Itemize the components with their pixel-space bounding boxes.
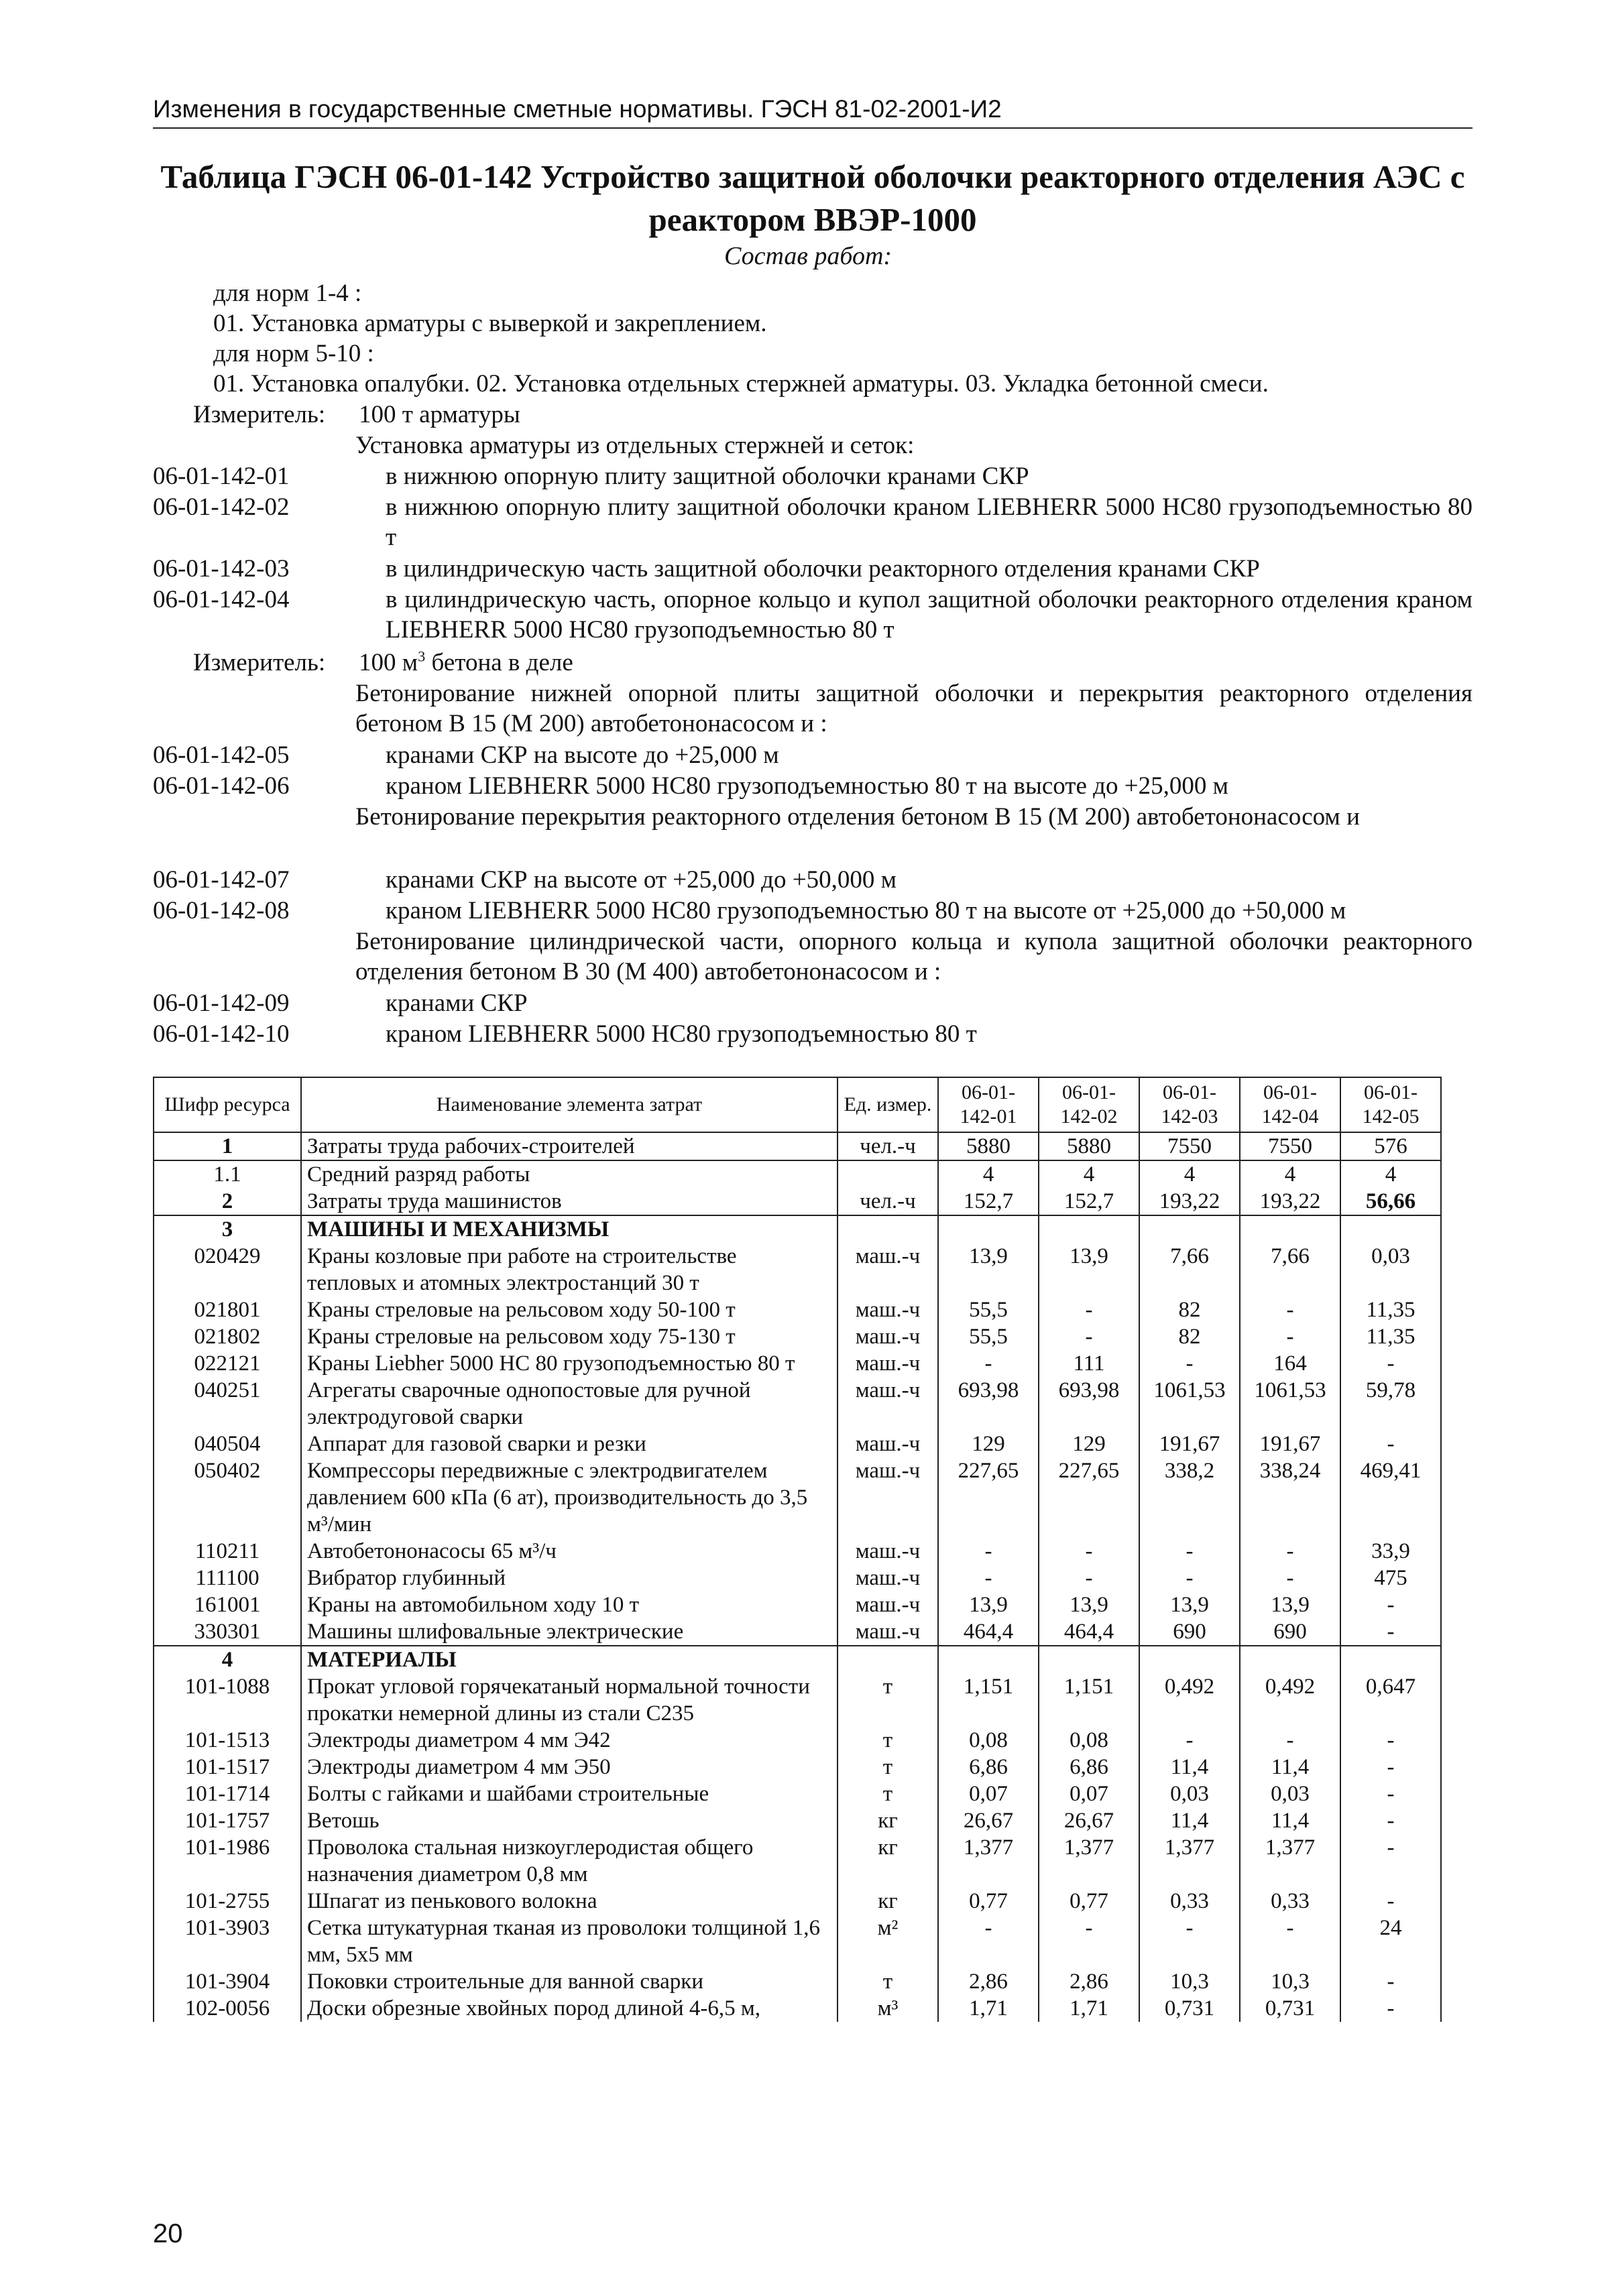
cell-name: Краны стреловые на рельсовом ходу 50-100 т	[301, 1296, 838, 1323]
cell-norm-1: -	[938, 1350, 1039, 1377]
cell-code: 022121	[154, 1350, 301, 1377]
cell-norm-3: 4	[1139, 1160, 1240, 1188]
table-row	[154, 1296, 1441, 1323]
header-divider	[153, 127, 1473, 129]
page-number: 20	[153, 2219, 183, 2248]
cell-name: Компрессоры передвижные с электродвигателем давлением 600 кПа (6 ат), производительность до 3,5 м³/мин	[301, 1457, 838, 1538]
cell-code: 2	[154, 1188, 301, 1215]
cell-unit: маш.-ч	[838, 1591, 938, 1618]
cell-code: 101-1714	[154, 1780, 301, 1807]
cell-name: Автобетононасосы 65 м³/ч	[301, 1538, 838, 1565]
cell-norm-1: 55,5	[938, 1323, 1039, 1350]
cell-norm-3: 193,22	[1139, 1188, 1240, 1215]
cell-norm-4: 7,66	[1240, 1243, 1340, 1296]
cell-unit: м²	[838, 1915, 938, 1968]
norms-1-4-label: для норм 1-4 :	[213, 280, 362, 307]
cell-unit: чел.-ч	[838, 1132, 938, 1160]
cell-norm-1: 6,86	[938, 1754, 1039, 1780]
table-body	[154, 1132, 1441, 2022]
cell-name: Проволока стальная низкоуглеродистая общего назначения диаметром 0,8 мм	[301, 1834, 838, 1888]
cell-code: 021802	[154, 1323, 301, 1350]
cell-norm-4: 0,731	[1240, 1995, 1340, 2022]
cell-norm-2: -	[1039, 1296, 1139, 1323]
cell-norm-1: -	[938, 1915, 1039, 1968]
cell-norm-1: -	[938, 1565, 1039, 1591]
cell-norm-4: 191,67	[1240, 1431, 1340, 1457]
cell-norm-5: -	[1340, 1431, 1441, 1457]
cell-code: 102-0056	[154, 1995, 301, 2022]
cell-code: 101-2755	[154, 1888, 301, 1915]
cell-norm-2: -	[1039, 1915, 1139, 1968]
cell-norm-3: 82	[1139, 1323, 1240, 1350]
cell-name: Аппарат для газовой сварки и резки	[301, 1431, 838, 1457]
resource-table	[153, 1077, 1442, 2022]
norm-description: краном LIEBHERR 5000 HC80 грузоподъемностью 80 т на высоте от +25,000 до +50,000 м	[386, 897, 1346, 924]
cell-unit: маш.-ч	[838, 1323, 938, 1350]
cell-unit: т	[838, 1968, 938, 1995]
cell-unit: маш.-ч	[838, 1377, 938, 1431]
cell-norm-2: 5880	[1039, 1132, 1139, 1160]
cell-code: 101-1757	[154, 1807, 301, 1834]
cell-name: Затраты труда рабочих-строителей	[301, 1132, 838, 1160]
cell-name: МАТЕРИАЛЫ	[301, 1646, 838, 1673]
cell-norm-3: 10,3	[1139, 1968, 1240, 1995]
cell-unit: м³	[838, 1995, 938, 2022]
cell-norm-3: -	[1139, 1915, 1240, 1968]
cell-unit: маш.-ч	[838, 1296, 938, 1323]
header-norm-3: 06-01-142-03	[1139, 1077, 1240, 1132]
cell-norm-5: -	[1340, 1591, 1441, 1618]
table-header-row	[154, 1077, 1441, 1132]
cell-name: Агрегаты сварочные однопостовые для ручной электродуговой сварки	[301, 1377, 838, 1431]
norm-description: в цилиндрическую часть защитной оболочки реакторного отделения кранами СКР	[386, 555, 1260, 583]
cell-norm-2: -	[1039, 1538, 1139, 1565]
cell-norm-5: -	[1340, 1350, 1441, 1377]
cell-norm-5: -	[1340, 1888, 1441, 1915]
cell-name: Краны Liebher 5000 HC 80 грузоподъемностью 80 т	[301, 1350, 838, 1377]
cell-norm-4: 164	[1240, 1350, 1340, 1377]
cell-norm-3: 0,33	[1139, 1888, 1240, 1915]
cell-name: Краны на автомобильном ходу 10 т	[301, 1591, 838, 1618]
cell-norm-2: 2,86	[1039, 1968, 1139, 1995]
cell-norm-2: -	[1039, 1565, 1139, 1591]
cell-norm-3: 0,492	[1139, 1673, 1240, 1727]
cell-code: 3	[154, 1215, 301, 1243]
cell-norm-4: -	[1240, 1296, 1340, 1323]
work-composition-heading: Состав работ:	[724, 242, 892, 270]
cell-norm-4: 0,03	[1240, 1780, 1340, 1807]
cell-norm-5: 4	[1340, 1160, 1441, 1188]
cell-norm-5: -	[1340, 1754, 1441, 1780]
norm-description: в нижнюю опорную плиту защитной оболочки кранами СКР	[386, 463, 1029, 490]
cell-norm-4: 0,492	[1240, 1673, 1340, 1727]
norm-description: кранами СКР	[386, 989, 528, 1017]
cell-name: Электроды диаметром 4 мм Э42	[301, 1727, 838, 1754]
table-row	[154, 1243, 1441, 1296]
table-row	[154, 1834, 1441, 1888]
cell-norm-1: 0,77	[938, 1888, 1039, 1915]
table-row	[154, 1968, 1441, 1995]
cell-norm-3: 191,67	[1139, 1431, 1240, 1457]
cell-norm-3: 0,731	[1139, 1995, 1240, 2022]
group-2-heading: Бетонирование нижней опорной плиты защитной оболочки и перекрытия реакторного отделения бетоном В 15 (М 200) автобетононасосом и :	[355, 680, 1473, 737]
cell-norm-1: 13,9	[938, 1243, 1039, 1296]
cell-code: 101-1513	[154, 1727, 301, 1754]
cell-norm-3: -	[1139, 1727, 1240, 1754]
norm-code: 06-01-142-07	[153, 866, 290, 894]
norm-code: 06-01-142-04	[153, 586, 290, 613]
cell-norm-4: 690	[1240, 1618, 1340, 1646]
meter-1-value: 100 т арматуры	[359, 401, 520, 428]
cell-norm-1: 5880	[938, 1132, 1039, 1160]
cell-norm-5: -	[1340, 1618, 1441, 1646]
table-row	[154, 1646, 1441, 1673]
cell-norm-2: 693,98	[1039, 1377, 1139, 1431]
cell-norm-1: -	[938, 1538, 1039, 1565]
cell-norm-1: 1,71	[938, 1995, 1039, 2022]
table-row	[154, 1673, 1441, 1727]
table-row	[154, 1591, 1441, 1618]
cell-norm-5: 24	[1340, 1915, 1441, 1968]
cell-norm-2: 13,9	[1039, 1591, 1139, 1618]
norm-code: 06-01-142-06	[153, 772, 290, 800]
cell-norm-4: 338,24	[1240, 1457, 1340, 1538]
cell-norm-5	[1340, 1646, 1441, 1673]
cell-norm-1: 0,07	[938, 1780, 1039, 1807]
group-3-heading: Бетонирование перекрытия реакторного отделения бетоном В 15 (М 200) автобетононасосом и	[355, 803, 1360, 831]
table-row	[154, 1457, 1441, 1538]
cell-name: Прокат угловой горячекатаный нормальной точности прокатки немерной длины из стали С235	[301, 1673, 838, 1727]
cell-norm-1: 4	[938, 1160, 1039, 1188]
cell-unit: кг	[838, 1888, 938, 1915]
cell-norm-4: 11,4	[1240, 1807, 1340, 1834]
table-row	[154, 1538, 1441, 1565]
meter-2-value-exponent: 3	[418, 648, 426, 665]
table-row	[154, 1780, 1441, 1807]
cell-unit: т	[838, 1754, 938, 1780]
cell-name: Вибратор глубинный	[301, 1565, 838, 1591]
cell-norm-5: -	[1340, 1727, 1441, 1754]
cell-norm-2	[1039, 1646, 1139, 1673]
cell-norm-4: 11,4	[1240, 1754, 1340, 1780]
cell-name: Шпагат из пенькового волокна	[301, 1888, 838, 1915]
norm-description: в цилиндрическую часть, опорное кольцо и купол защитной оболочки реакторного отделения краном LIEBHERR 5000 HC80 грузоподъемностью 80 т	[386, 586, 1473, 644]
norm-code: 06-01-142-05	[153, 741, 290, 769]
cell-code: 101-1517	[154, 1754, 301, 1780]
table-row	[154, 1727, 1441, 1754]
cell-norm-4: 193,22	[1240, 1188, 1340, 1215]
norms-1-4-text: 01. Установка арматуры с выверкой и закреплением.	[213, 310, 767, 337]
cell-unit: кг	[838, 1807, 938, 1834]
cell-norm-1	[938, 1646, 1039, 1673]
meter-2-label: Измеритель:	[193, 649, 326, 676]
cell-name: Сетка штукатурная тканая из проволоки толщиной 1,6 мм, 5х5 мм	[301, 1915, 838, 1968]
cell-code: 101-1088	[154, 1673, 301, 1727]
table-row	[154, 1188, 1441, 1215]
norms-5-10-label: для норм 5-10 :	[213, 340, 374, 367]
table-title-line-1: Таблица ГЭСН 06-01-142 Устройство защитной оболочки реакторного отделения АЭС с	[160, 158, 1465, 195]
cell-norm-3	[1139, 1215, 1240, 1243]
cell-name: Средний разряд работы	[301, 1160, 838, 1188]
cell-norm-5: 11,35	[1340, 1323, 1441, 1350]
cell-norm-2: 13,9	[1039, 1243, 1139, 1296]
cell-norm-1: 55,5	[938, 1296, 1039, 1323]
cell-norm-1: 26,67	[938, 1807, 1039, 1834]
cell-norm-4: 7550	[1240, 1132, 1340, 1160]
cell-norm-2: 0,07	[1039, 1780, 1139, 1807]
norm-description: в нижнюю опорную плиту защитной оболочки краном LIEBHERR 5000 HC80 грузоподъемностью 80 т	[386, 493, 1473, 551]
table-row	[154, 1888, 1441, 1915]
cell-norm-2: 464,4	[1039, 1618, 1139, 1646]
norm-description: кранами СКР на высоте от +25,000 до +50,000 м	[386, 866, 897, 894]
table-row	[154, 1132, 1441, 1160]
norm-code: 06-01-142-01	[153, 463, 290, 490]
cell-norm-1: 13,9	[938, 1591, 1039, 1618]
cell-norm-4: 0,33	[1240, 1888, 1340, 1915]
cell-norm-2: 1,151	[1039, 1673, 1139, 1727]
norms-5-10-text: 01. Установка опалубки. 02. Установка отдельных стержней арматуры. 03. Укладка бетонной смеси.	[213, 370, 1269, 398]
cell-code: 110211	[154, 1538, 301, 1565]
cell-unit: маш.-ч	[838, 1618, 938, 1646]
cell-unit: кг	[838, 1834, 938, 1888]
cell-norm-1: 464,4	[938, 1618, 1039, 1646]
cell-norm-2: 152,7	[1039, 1188, 1139, 1215]
cell-code: 101-3904	[154, 1968, 301, 1995]
table-row	[154, 1323, 1441, 1350]
cell-norm-5: 59,78	[1340, 1377, 1441, 1431]
cell-norm-4: -	[1240, 1323, 1340, 1350]
table-title	[153, 156, 1473, 241]
cell-code: 040251	[154, 1377, 301, 1431]
cell-code: 111100	[154, 1565, 301, 1591]
group-4-heading: Бетонирование цилиндрической части, опорного кольца и купола защитной оболочки реакторного отделения бетоном В 30 (М 400) автобетононасосом и :	[355, 928, 1473, 985]
cell-name: Электроды диаметром 4 мм Э50	[301, 1754, 838, 1780]
cell-code: 4	[154, 1646, 301, 1673]
norm-description: краном LIEBHERR 5000 HC80 грузоподъемностью 80 т на высоте до +25,000 м	[386, 772, 1228, 800]
header-unit: Ед. измер.	[838, 1077, 938, 1132]
header-norm-5: 06-01-142-05	[1340, 1077, 1441, 1132]
cell-norm-3: -	[1139, 1350, 1240, 1377]
cell-norm-2: 1,71	[1039, 1995, 1139, 2022]
running-header: Изменения в государственные сметные нормативы. ГЭСН 81-02-2001-И2	[153, 95, 1002, 123]
cell-norm-2: 227,65	[1039, 1457, 1139, 1538]
cell-norm-3: -	[1139, 1565, 1240, 1591]
cell-code: 1	[154, 1132, 301, 1160]
cell-norm-3: 13,9	[1139, 1591, 1240, 1618]
cell-norm-3: 690	[1139, 1618, 1240, 1646]
cell-norm-5: 576	[1340, 1132, 1441, 1160]
table-row	[154, 1215, 1441, 1243]
cell-norm-5: -	[1340, 1995, 1441, 2022]
cell-norm-5: 469,41	[1340, 1457, 1441, 1538]
cell-code: 101-1986	[154, 1834, 301, 1888]
cell-norm-1: 129	[938, 1431, 1039, 1457]
cell-norm-3: 82	[1139, 1296, 1240, 1323]
cell-code: 050402	[154, 1457, 301, 1538]
cell-norm-2: -	[1039, 1323, 1139, 1350]
cell-norm-1: 227,65	[938, 1457, 1039, 1538]
meter-2-value-unit: бетона в деле	[425, 649, 573, 676]
cell-unit: маш.-ч	[838, 1538, 938, 1565]
cell-unit: т	[838, 1673, 938, 1727]
cell-norm-2: 26,67	[1039, 1807, 1139, 1834]
table-row	[154, 1618, 1441, 1646]
cell-code: 330301	[154, 1618, 301, 1646]
cell-norm-4	[1240, 1215, 1340, 1243]
norm-description: краном LIEBHERR 5000 HC80 грузоподъемностью 80 т	[386, 1020, 977, 1048]
cell-norm-1: 0,08	[938, 1727, 1039, 1754]
meter-2-value	[359, 648, 573, 678]
cell-code: 021801	[154, 1296, 301, 1323]
cell-norm-5: 0,647	[1340, 1673, 1441, 1727]
meter-2-value-number: 100 м	[359, 649, 418, 676]
cell-norm-4: -	[1240, 1538, 1340, 1565]
cell-norm-2	[1039, 1215, 1139, 1243]
cell-code: 101-3903	[154, 1915, 301, 1968]
cell-name: Ветошь	[301, 1807, 838, 1834]
cell-code: 020429	[154, 1243, 301, 1296]
cell-norm-5: -	[1340, 1968, 1441, 1995]
cell-norm-1	[938, 1215, 1039, 1243]
cell-code: 161001	[154, 1591, 301, 1618]
cell-norm-5: -	[1340, 1780, 1441, 1807]
norm-code: 06-01-142-08	[153, 897, 290, 924]
table-row	[154, 1995, 1441, 2022]
norm-code: 06-01-142-02	[153, 493, 290, 521]
cell-norm-5: -	[1340, 1807, 1441, 1834]
cell-norm-4: -	[1240, 1727, 1340, 1754]
table-row	[154, 1807, 1441, 1834]
cell-norm-3: 1061,53	[1139, 1377, 1240, 1431]
cell-norm-3: 338,2	[1139, 1457, 1240, 1538]
table-row	[154, 1915, 1441, 1968]
table-row	[154, 1754, 1441, 1780]
cell-norm-4: 1,377	[1240, 1834, 1340, 1888]
cell-norm-4: 10,3	[1240, 1968, 1340, 1995]
cell-norm-2: 0,77	[1039, 1888, 1139, 1915]
cell-norm-4: -	[1240, 1565, 1340, 1591]
group-1-heading: Установка арматуры из отдельных стержней и сеток:	[355, 432, 915, 459]
cell-norm-3: 11,4	[1139, 1754, 1240, 1780]
cell-norm-4: 1061,53	[1240, 1377, 1340, 1431]
cell-unit: маш.-ч	[838, 1243, 938, 1296]
cell-norm-2: 1,377	[1039, 1834, 1139, 1888]
cell-norm-5: -	[1340, 1834, 1441, 1888]
cell-norm-2: 0,08	[1039, 1727, 1139, 1754]
cell-name: Краны козловые при работе на строительстве тепловых и атомных электростанций 30 т	[301, 1243, 838, 1296]
cell-norm-3: 11,4	[1139, 1807, 1240, 1834]
cell-unit: т	[838, 1727, 938, 1754]
table-row	[154, 1565, 1441, 1591]
cell-norm-3: 7550	[1139, 1132, 1240, 1160]
norm-code: 06-01-142-09	[153, 989, 290, 1017]
header-norm-2: 06-01-142-02	[1039, 1077, 1139, 1132]
cell-unit: маш.-ч	[838, 1457, 938, 1538]
table-row	[154, 1160, 1441, 1188]
table-row	[154, 1350, 1441, 1377]
cell-norm-5: 11,35	[1340, 1296, 1441, 1323]
cell-norm-1: 1,151	[938, 1673, 1039, 1727]
cell-unit: маш.-ч	[838, 1431, 938, 1457]
cell-unit	[838, 1160, 938, 1188]
cell-norm-2: 6,86	[1039, 1754, 1139, 1780]
cell-norm-3	[1139, 1646, 1240, 1673]
cell-norm-3: -	[1139, 1538, 1240, 1565]
cell-unit	[838, 1646, 938, 1673]
meter-1-label: Измеритель:	[193, 401, 326, 428]
header-name: Наименование элемента затрат	[301, 1077, 838, 1132]
cell-norm-5: 33,9	[1340, 1538, 1441, 1565]
cell-name: Затраты труда машинистов	[301, 1188, 838, 1215]
cell-name: Краны стреловые на рельсовом ходу 75-130 т	[301, 1323, 838, 1350]
cell-norm-2: 4	[1039, 1160, 1139, 1188]
cell-norm-1: 693,98	[938, 1377, 1039, 1431]
table-row	[154, 1431, 1441, 1457]
cell-code: 040504	[154, 1431, 301, 1457]
cell-norm-3: 1,377	[1139, 1834, 1240, 1888]
cell-name: Машины шлифовальные электрические	[301, 1618, 838, 1646]
header-code: Шифр ресурса	[154, 1077, 301, 1132]
cell-unit: т	[838, 1780, 938, 1807]
header-norm-4: 06-01-142-04	[1240, 1077, 1340, 1132]
cell-name: Болты с гайками и шайбами строительные	[301, 1780, 838, 1807]
cell-norm-5: 0,03	[1340, 1243, 1441, 1296]
cell-norm-1: 2,86	[938, 1968, 1039, 1995]
cell-norm-2: 111	[1039, 1350, 1139, 1377]
cell-norm-4	[1240, 1646, 1340, 1673]
cell-unit: маш.-ч	[838, 1350, 938, 1377]
cell-norm-4: 13,9	[1240, 1591, 1340, 1618]
cell-unit: маш.-ч	[838, 1565, 938, 1591]
cell-norm-3: 7,66	[1139, 1243, 1240, 1296]
header-norm-1: 06-01-142-01	[938, 1077, 1039, 1132]
cell-norm-5: 475	[1340, 1565, 1441, 1591]
norm-code: 06-01-142-10	[153, 1020, 290, 1048]
cell-norm-2: 129	[1039, 1431, 1139, 1457]
norm-code: 06-01-142-03	[153, 555, 290, 583]
cell-norm-5	[1340, 1215, 1441, 1243]
cell-name: МАШИНЫ И МЕХАНИЗМЫ	[301, 1215, 838, 1243]
cell-unit	[838, 1215, 938, 1243]
cell-norm-1: 152,7	[938, 1188, 1039, 1215]
table-title-line-2: реактором ВВЭР-1000	[648, 201, 977, 238]
cell-norm-1: 1,377	[938, 1834, 1039, 1888]
cell-unit: чел.-ч	[838, 1188, 938, 1215]
table-row	[154, 1377, 1441, 1431]
cell-norm-5: 56,66	[1340, 1188, 1441, 1215]
cell-norm-4: -	[1240, 1915, 1340, 1968]
cell-name: Доски обрезные хвойных пород длиной 4-6,5 м,	[301, 1995, 838, 2022]
norm-description: кранами СКР на высоте до +25,000 м	[386, 741, 779, 769]
cell-norm-4: 4	[1240, 1160, 1340, 1188]
cell-name: Поковки строительные для ванной сварки	[301, 1968, 838, 1995]
cell-code: 1.1	[154, 1160, 301, 1188]
cell-norm-3: 0,03	[1139, 1780, 1240, 1807]
